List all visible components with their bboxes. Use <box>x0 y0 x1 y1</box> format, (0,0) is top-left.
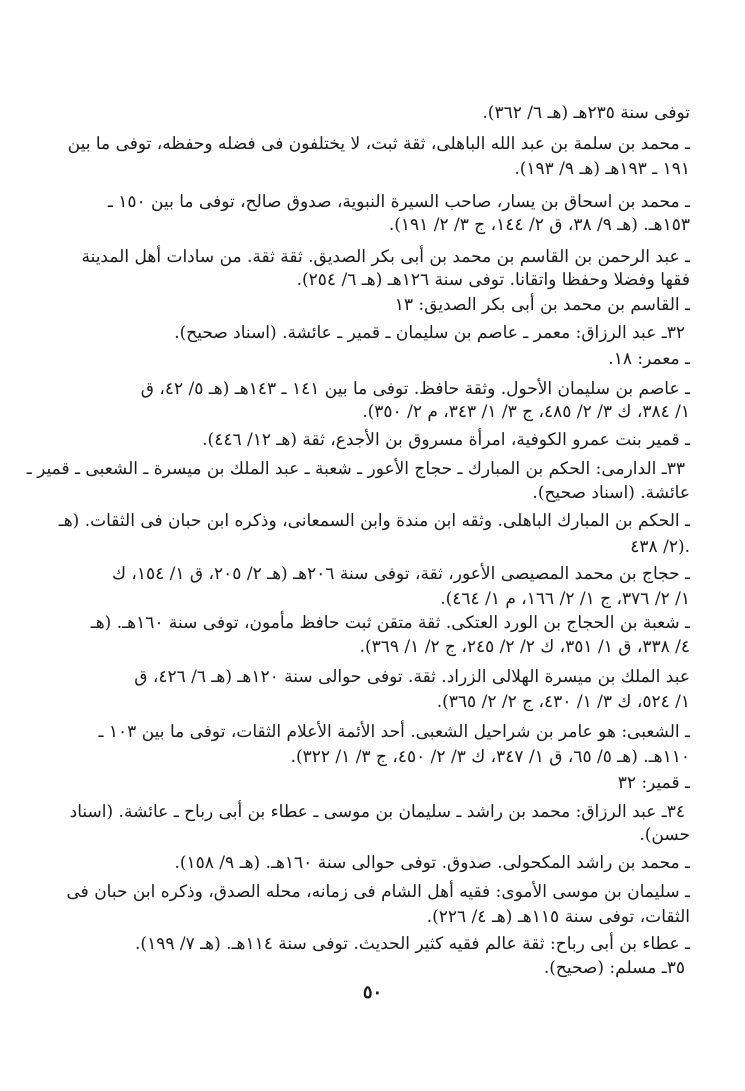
text-line: ١٥٣هـ. (هـ ٩/ ٣٨، ق ٢/ ١٤٤، ج ٣/ ٢/ ١٩١). <box>388 215 690 235</box>
text-line: ـ قمير: ٣٢ <box>617 773 690 793</box>
text-line: ١/ ٢/ ٣٧٦، ج ١/ ٢/ ١٦٦، م ١/ ٤٦٤). <box>440 589 690 609</box>
text-line: ـ عاصم بن سليمان الأحول. وثقة حافظ. توفى ما بين ١٤١ ـ ١٤٣هـ (هـ ٥/ ٤٢، ق <box>140 379 690 399</box>
text-line: الثقات، توفى سنة ١١٥هـ (هـ ٤/ ٢٢٦). <box>426 907 690 927</box>
text-line: ١/ ٥٢٤، ك ٣/ ١/ ٤٣٠، ج ٢/ ٢/ ٣٦٥). <box>436 692 690 712</box>
hadith-heading: ٣٥ـ مسلم: (صحيح). <box>543 958 685 978</box>
text-line: ـ محمد بن اسحاق بن يسار، صاحب السيرة النبوية، صدوق صالح، توفى ما بين ١٥٠ ـ <box>107 192 690 212</box>
text-line: ٤/ ٣٣٨، ق ١/ ٣٥١، ك ٢/ ٢/ ٢٤٥، ج ٢/ ١/ ٣٦٩). <box>359 637 690 657</box>
text-line: ٢/ ٤٣٨). <box>630 537 690 557</box>
text-line: ـ محمد بن سلمة بن عبد الله الباهلى، ثقة ثبت، لا يختلفون فى فضله وحفظه، توفى ما بين <box>67 134 690 154</box>
text-line: ـ الشعبى: هو عامر بن شراحيل الشعبى. أحد الأئمة الأعلام الثقات، توفى ما بين ١٠٣ ـ <box>98 722 690 742</box>
text-line: ـ الحكم بن المبارك الباهلى. وثقه ابن مندة وابن السمعانى، وذكره ابن حبان فى الثقات. (هـ <box>58 511 690 531</box>
text-line: حسن). <box>639 825 690 845</box>
text-line: ١/ ٣٨٤، ك ٣/ ٢/ ٤٨٥، ج ٣/ ١/ ٣٤٣، م ٢/ ٣٥٠). <box>362 402 690 422</box>
hadith-heading: ٣٣ـ الدارمى: الحكم بن المبارك ـ حجاج الأعور ـ شعبة ـ عبد الملك بن ميسرة ـ الشعبى ـ قمير ـ <box>26 459 685 479</box>
text-line: ـ قمير بنت عمرو الكوفية، امرأة مسروق بن الأجدع، ثقة (هـ ١٢/ ٤٤٦). <box>202 430 690 450</box>
text-line: ـ شعبة بن الحجاج بن الورد العتكى. ثقة متقن ثبت حافظ مأمون، توفى سنة ١٦٠هـ. (هـ <box>90 613 690 633</box>
text-line: ١١٠هـ. (هـ ٥/ ٦٥، ق ١/ ٣٤٧، ك ٣/ ٢/ ٤٥٠، ج ٣/ ١/ ٣٢٢). <box>290 747 690 767</box>
hadith-heading: ٣٢ـ عبد الرزاق: معمر ـ عاصم بن سليمان ـ قمير ـ عائشة. (اسناد صحيح). <box>174 323 685 343</box>
text-line: عائشة. (اسناد صحيح). <box>532 483 690 503</box>
text-line: توفى سنة ٢٣٥هـ (هـ ٦/ ٣٦٢). <box>482 103 690 123</box>
text-line: فقها وفضلا وحفظا واتقانا. توفى سنة ١٢٦هـ (هـ ٦/ ٢٥٤). <box>296 270 690 290</box>
text-line: ـ عطاء بن أبى رباح: ثقة عالم فقيه كثير الحديث. توفى سنة ١١٤هـ. (هـ ٧/ ١٩٩). <box>135 934 690 954</box>
text-line: ـ محمد بن راشد المكحولى. صدوق. توفى حوالى سنة ١٦٠هـ. (هـ ٩/ ١٥٨). <box>174 853 690 873</box>
text-line: ـ سليمان بن موسى الأموى: فقيه أهل الشام فى زمانه، محله الصدق، وذكره ابن حبان فى <box>66 882 690 902</box>
text-line: ـ القاسم بن محمد بن أبى بكر الصديق: ١٣ <box>394 295 690 315</box>
text-line: ـ معمر: ١٨. <box>608 349 690 369</box>
text-line: ـ عبد الرحمن بن القاسم بن محمد بن أبى بكر الصديق. ثقة ثقة. من سادات أهل المدينة <box>81 247 690 267</box>
page-number: ٥٠ <box>362 982 383 1003</box>
text-line: ١٩١ ـ ١٩٣هـ (هـ ٩/ ١٩٣). <box>514 159 690 179</box>
text-line: عبد الملك بن ميسرة الهلالى الزراد. ثقة. توفى حوالى سنة ١٢٠هـ (هـ ٦/ ٤٢٦، ق <box>134 667 690 687</box>
hadith-heading: ٣٤ـ عبد الرزاق: محمد بن راشد ـ سليمان بن موسى ـ عطاء بن أبى رباح ـ عائشة. (اسناد <box>69 802 685 822</box>
text-line: ـ حجاج بن محمد المصيصى الأعور، ثقة، توفى سنة ٢٠٦هـ (هـ ٢/ ٢٠٥، ق ١/ ١٥٤، ك <box>111 564 690 584</box>
